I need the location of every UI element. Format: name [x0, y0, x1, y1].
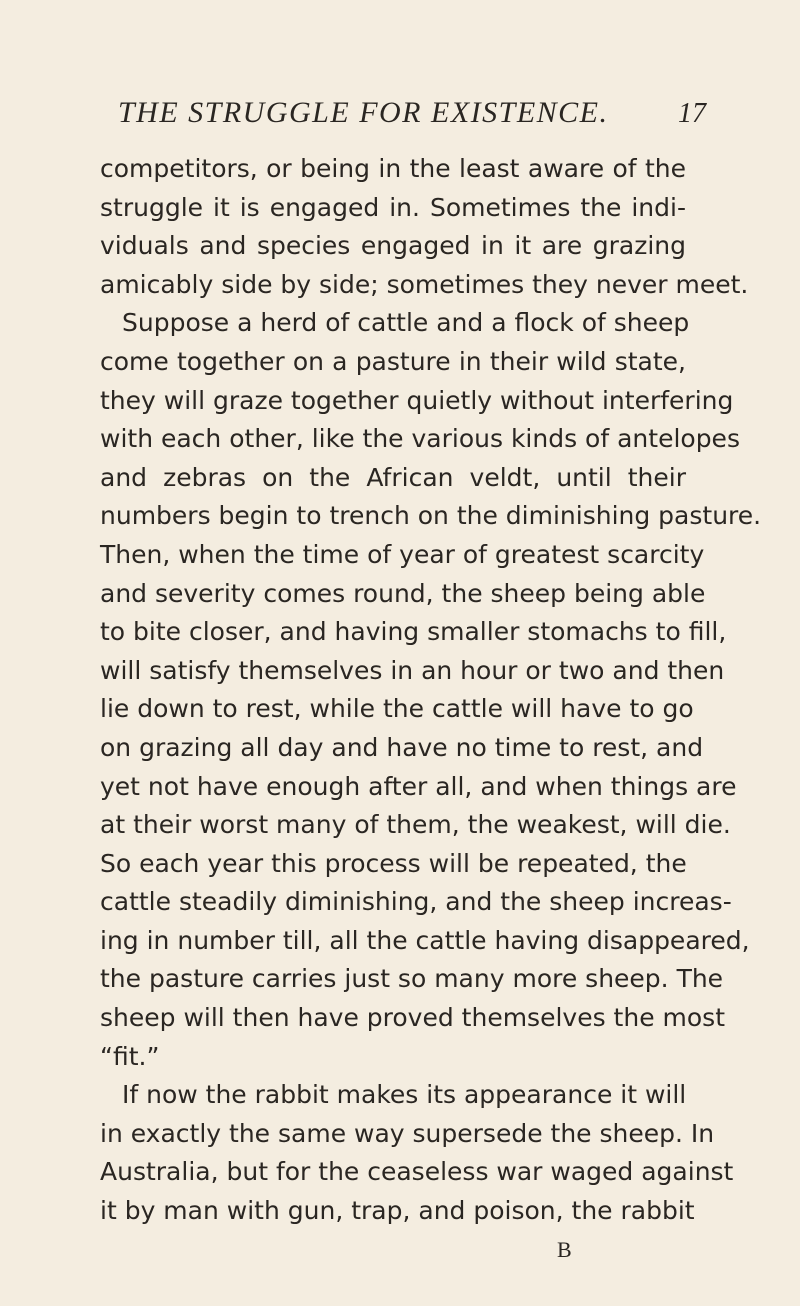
text-line: competitors, or being in the least aware of the [100, 154, 686, 183]
text-line: and severity comes round, the sheep being able [100, 578, 706, 608]
text-line: at their worst many of them, the weakest, will die. [100, 810, 731, 840]
text-line: on grazing all day and have no time to rest, and [100, 732, 704, 762]
text-line: So each year this process will be repeated, the [100, 848, 687, 878]
text-line: they will graze together quietly without interfering [100, 385, 734, 415]
text-line: with each other, like the various kinds of antelopes [100, 424, 740, 454]
text-line: and zebras on the African veldt, until their [100, 462, 686, 492]
text-line: Australia, but for the ceaseless war waged against [100, 1157, 734, 1187]
text-line: in exactly the same way supersede the sheep. In [100, 1118, 715, 1148]
text-line: cattle steadily diminishing, and the sheep increas- [100, 887, 732, 917]
text-line: yet not have enough after all, and when things are [100, 771, 737, 801]
text-line: If now the rabbit makes its appearance it will [122, 1080, 687, 1110]
text-line: the pasture carries just so many more sheep. The [100, 964, 724, 994]
text-line: Then, when the time of year of greatest scarcity [100, 539, 705, 569]
text-line: struggle it is engaged in. Sometimes the indi- [100, 192, 686, 222]
text-line: come together on a pasture in their wild state, [100, 346, 686, 376]
text-line: viduals and species engaged in it are grazing [100, 231, 686, 261]
text-line: it by man with gun, trap, and poison, the rabbit [100, 1196, 695, 1226]
text-line: will satisfy themselves in an hour or two and then [100, 655, 725, 685]
signature-mark: B [557, 1237, 572, 1262]
text-line: amicably side by side; sometimes they never meet. [100, 269, 749, 299]
text-line: “fit.” [100, 1041, 160, 1071]
text-line: Suppose a herd of cattle and a flock of sheep [122, 308, 690, 338]
text-line: lie down to rest, while the cattle will have to go [100, 694, 694, 724]
text-line: ing in number till, all the cattle having disappeared, [100, 925, 750, 955]
text-line: numbers begin to trench on the diminishing pasture. [100, 501, 762, 531]
page-number: 17 [678, 98, 706, 129]
body-text [100, 150, 762, 1231]
running-head-title: THE STRUGGLE FOR EXISTENCE. [118, 96, 609, 129]
text-line: to bite closer, and having smaller stomachs to fill, [100, 617, 727, 647]
text-line: sheep will then have proved themselves the most [100, 1003, 725, 1033]
